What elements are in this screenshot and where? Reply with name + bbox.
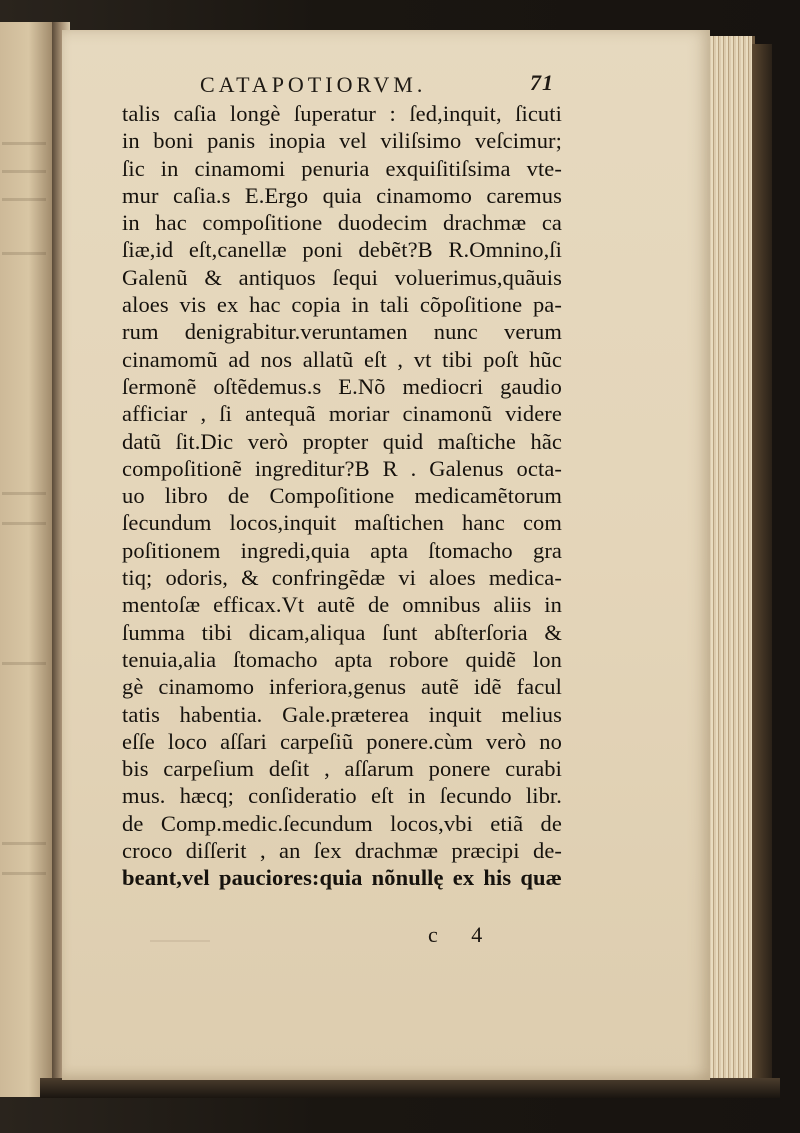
text-line: datũ ſit.Dic verò propter quid maſtiche hãc — [122, 428, 562, 454]
page-fore-edge — [706, 36, 755, 1086]
text-line: ſecundum locos,inquit maſtichen hanc com — [122, 510, 562, 536]
text-line: de Comp.medic.ſecundum locos,vbi etiã de — [122, 810, 562, 836]
text-line: tenuia,alia ſtomacho apta robore quidẽ lon — [122, 646, 562, 672]
running-head — [200, 68, 580, 100]
page-bottom-shadow — [40, 1078, 780, 1098]
text-line: poſitionem ingredi,quia apta ſtomacho gra — [122, 537, 562, 563]
text-line: bis carpeſium deſit , aſſarum ponere curabi — [122, 756, 562, 782]
facing-page-ink-trace — [2, 198, 46, 201]
text-line: mentoſæ efficax.Vt autẽ de omnibus aliis in — [122, 592, 562, 618]
text-line: croco diſſerit , an ſex drachmæ præcipi de- — [122, 838, 562, 864]
text-line: ſumma tibi dicam,aliqua ſunt abſterſoria & — [122, 619, 562, 645]
facing-page-ink-trace — [2, 842, 46, 845]
facing-page-ink-trace — [2, 492, 46, 495]
binding-edge — [752, 44, 772, 1084]
text-line: tatis habentia. Gale.præterea inquit melius — [122, 701, 562, 727]
text-line: mus. hæcq; conſideratio eſt in ſecundo libr. — [122, 783, 562, 809]
facing-page-ink-trace — [2, 170, 46, 173]
text-line: ſic in cinamomi penuria exquiſitiſsima vte- — [122, 155, 562, 181]
facing-page-ink-trace — [2, 872, 46, 875]
text-line: talis caſia longè ſuperatur : ſed,inquit, ſicuti — [122, 101, 562, 126]
text-line: uo libro de Compoſitione medicamẽtorum — [122, 483, 562, 509]
running-head-title: CATAPOTIORVM. — [200, 72, 427, 97]
facing-page-edge — [0, 22, 54, 1097]
text-line: afficiar , ſi antequã moriar cinamonũ videre — [122, 401, 562, 427]
text-line: beant,vel pauciores:quia nõnullę ex his quæ — [122, 865, 562, 891]
facing-page-ink-trace — [2, 252, 46, 255]
facing-page-ink-trace — [2, 522, 46, 525]
text-line: mur caſia.s E.Ergo quia cinamomo caremus — [122, 182, 562, 208]
text-line: gè cinamomo inferiora,genus autẽ idẽ facul — [122, 674, 562, 700]
text-line: compoſitionẽ ingreditur?B R . Galenus octa- — [122, 455, 562, 481]
text-line: in boni panis inopia vel viliſsimo veſcimur; — [122, 128, 562, 154]
signature-mark: c 4 — [428, 922, 497, 947]
bleed-through-mark — [150, 940, 210, 942]
text-line: eſſe loco aſſari carpeſiũ ponere.cùm verò no — [122, 728, 562, 754]
body-text — [122, 100, 562, 892]
text-line: aloes vis ex hac copia in tali cõpoſitione pa- — [122, 292, 562, 318]
text-line: ſiæ,id eſt,canellæ poni debẽt?B R.Omnino,ſi — [122, 237, 562, 263]
facing-page-ink-trace — [2, 662, 46, 665]
text-line: cinamomũ ad nos allatũ eſt , vt tibi poſt hũc — [122, 346, 562, 372]
text-line: tiq; odoris, & confringẽdæ vi aloes medica- — [122, 565, 562, 591]
text-line: in hac compoſitione duodecim drachmæ ca — [122, 210, 562, 236]
text-line: ſermonẽ oſtẽdemus.s E.Nõ mediocri gaudio — [122, 373, 562, 399]
text-line: Galenũ & antiquos ſequi voluerimus,quãuis — [122, 264, 562, 290]
facing-page-ink-trace — [2, 142, 46, 145]
page-number: 71 — [530, 70, 554, 95]
text-line: rum denigrabitur.veruntamen nunc verum — [122, 319, 562, 345]
